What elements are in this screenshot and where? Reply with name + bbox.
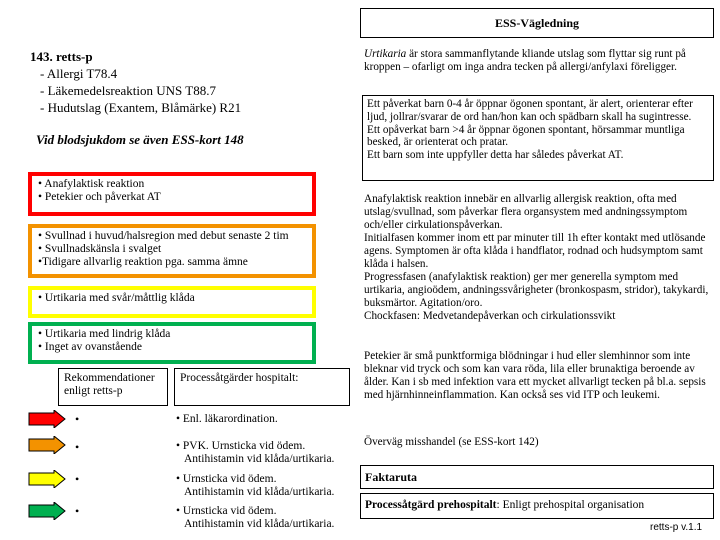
version-label: retts-p v.1.1	[650, 522, 703, 533]
anafylaxi-line: Progressfasen (anafylaktisk reaktion) ger mer generella symptom med urtikaria, angioödem, andningssvårigheter (bronkospasm, stridor), takykardi, buksmärtor. Agitation/oro.	[364, 271, 709, 309]
info-line: Ett opåverkat barn >4 år öppnar ögonen spontant, hörsammar muntliga besked, är orienterat och pratar.	[367, 123, 685, 149]
process-actions-header: Processåtgärder hospitalt:	[174, 368, 350, 406]
level-yellow-box	[28, 286, 316, 318]
bullet: •	[75, 504, 80, 518]
blood-disease-note: Vid blodsjukdom se även ESS-kort 148	[36, 132, 244, 147]
misshandel-note: Överväg misshandel (se ESS-kort 142)	[364, 436, 539, 448]
info-line: Ett påverkat barn 0-4 år öppnar ögonen spontant, är alert, orienterar efter ljud, jollrar/svarar de ord han/hon kan och spädbarn skall ha sugintresse.	[367, 98, 693, 123]
criterion: • Urtikaria med svår/måttlig klåda	[38, 292, 195, 304]
action-orange	[176, 440, 334, 466]
fakta-box: Faktaruta	[360, 465, 714, 489]
code-line: - Läkemedelsreaktion UNS T88.7	[40, 83, 216, 98]
action-yellow	[176, 473, 334, 499]
action-text: Antihistamin vid klåda/urtikaria.	[184, 486, 335, 498]
yellow-arrow-icon	[28, 470, 66, 488]
action-text: • Enl. läkarordination.	[176, 413, 278, 425]
urtikaria-text: är stora sammanflytande kliande utslag som flyttar sig runt på kroppen – ofarligt om inga andra tecken på allergi/anfylaxi föreligger.	[364, 48, 686, 73]
code-line: - Hudutslag (Exantem, Blåmärke) R21	[40, 100, 242, 115]
urtikaria-term: Urtikaria	[364, 48, 407, 60]
code-block	[30, 48, 241, 116]
anafylaxi-paragraph	[364, 193, 714, 323]
action-text: • Urnsticka vid ödem.	[176, 473, 277, 485]
prehospital-box	[360, 493, 714, 519]
anafylaxi-line: Chockfasen: Medvetandepåverkan och cirkulationssvikt	[364, 310, 616, 322]
criterion: • Svullnadskänsla i svalget	[38, 243, 162, 255]
red-arrow-icon	[28, 410, 66, 428]
criterion: • Anafylaktisk reaktion	[38, 178, 145, 190]
bullet: •	[75, 472, 80, 486]
anafylaxi-line: Anafylaktisk reaktion innebär en allvarlig allergisk reaktion, ofta med utslag/svullnad, som påverkar flera organsystem med andningssymptom och/eller cirkulationspåverkan.	[364, 193, 688, 231]
criterion: • Urtikaria med lindrig klåda	[38, 328, 171, 340]
urtikaria-paragraph	[364, 48, 714, 74]
criterion: • Petekier och påverkat AT	[38, 191, 161, 203]
action-text: Antihistamin vid klåda/urtikaria.	[184, 453, 335, 465]
anafylaxi-line: Initialfasen kommer inom ett par minuter till 1h efter kontakt med utlösande agens. Symptomen är ofta klåda i handflator, rodnad och hudsymptom samt klåda i halsen.	[364, 232, 706, 270]
code-line: - Allergi T78.4	[40, 66, 118, 81]
card-title: 143. retts-p	[30, 49, 93, 64]
header-title: ESS-Vägledning	[360, 8, 714, 38]
bullet: •	[75, 440, 80, 454]
orange-arrow-icon	[28, 436, 66, 454]
green-arrow-icon	[28, 502, 66, 520]
bullet: •	[75, 412, 80, 426]
action-green	[176, 505, 334, 531]
level-orange-box	[28, 224, 316, 278]
prehospital-text: : Enligt prehospital organisation	[496, 499, 645, 511]
level-green-box	[28, 322, 316, 364]
prehospital-label: Processåtgärd prehospitalt	[365, 499, 497, 511]
criterion: •Tidigare allvarlig reaktion pga. samma ämne	[38, 256, 248, 268]
info-line: Ett barn som inte uppfyller detta har således påverkat AT.	[367, 149, 624, 162]
criterion: • Svullnad i huvud/halsregion med debut senaste 2 tim	[38, 230, 289, 242]
criterion: • Inget av ovanstående	[38, 341, 142, 353]
action-text: • PVK. Urnsticka vid ödem.	[176, 440, 306, 452]
petekier-paragraph: Petekier är små punktformiga blödningar i hud eller slemhinnor som inte bleknar vid tryck och som kan vara röda, lila eller brunaktiga beroende av ålder. Kan i sb med infektion vara ett mycket allvarligt tecken på bl.a. sepsis med hjärnhinneinflammation. Kan också ses vid ITP och leukemi.	[364, 350, 706, 401]
child-consciousness-box	[362, 95, 714, 181]
action-text: • Urnsticka vid ödem.	[176, 505, 277, 517]
action-red	[176, 413, 278, 426]
action-text: Antihistamin vid klåda/urtikaria.	[184, 518, 335, 530]
recommendations-header: Rekommendationer enligt retts-p	[58, 368, 168, 406]
level-red-box	[28, 172, 316, 216]
